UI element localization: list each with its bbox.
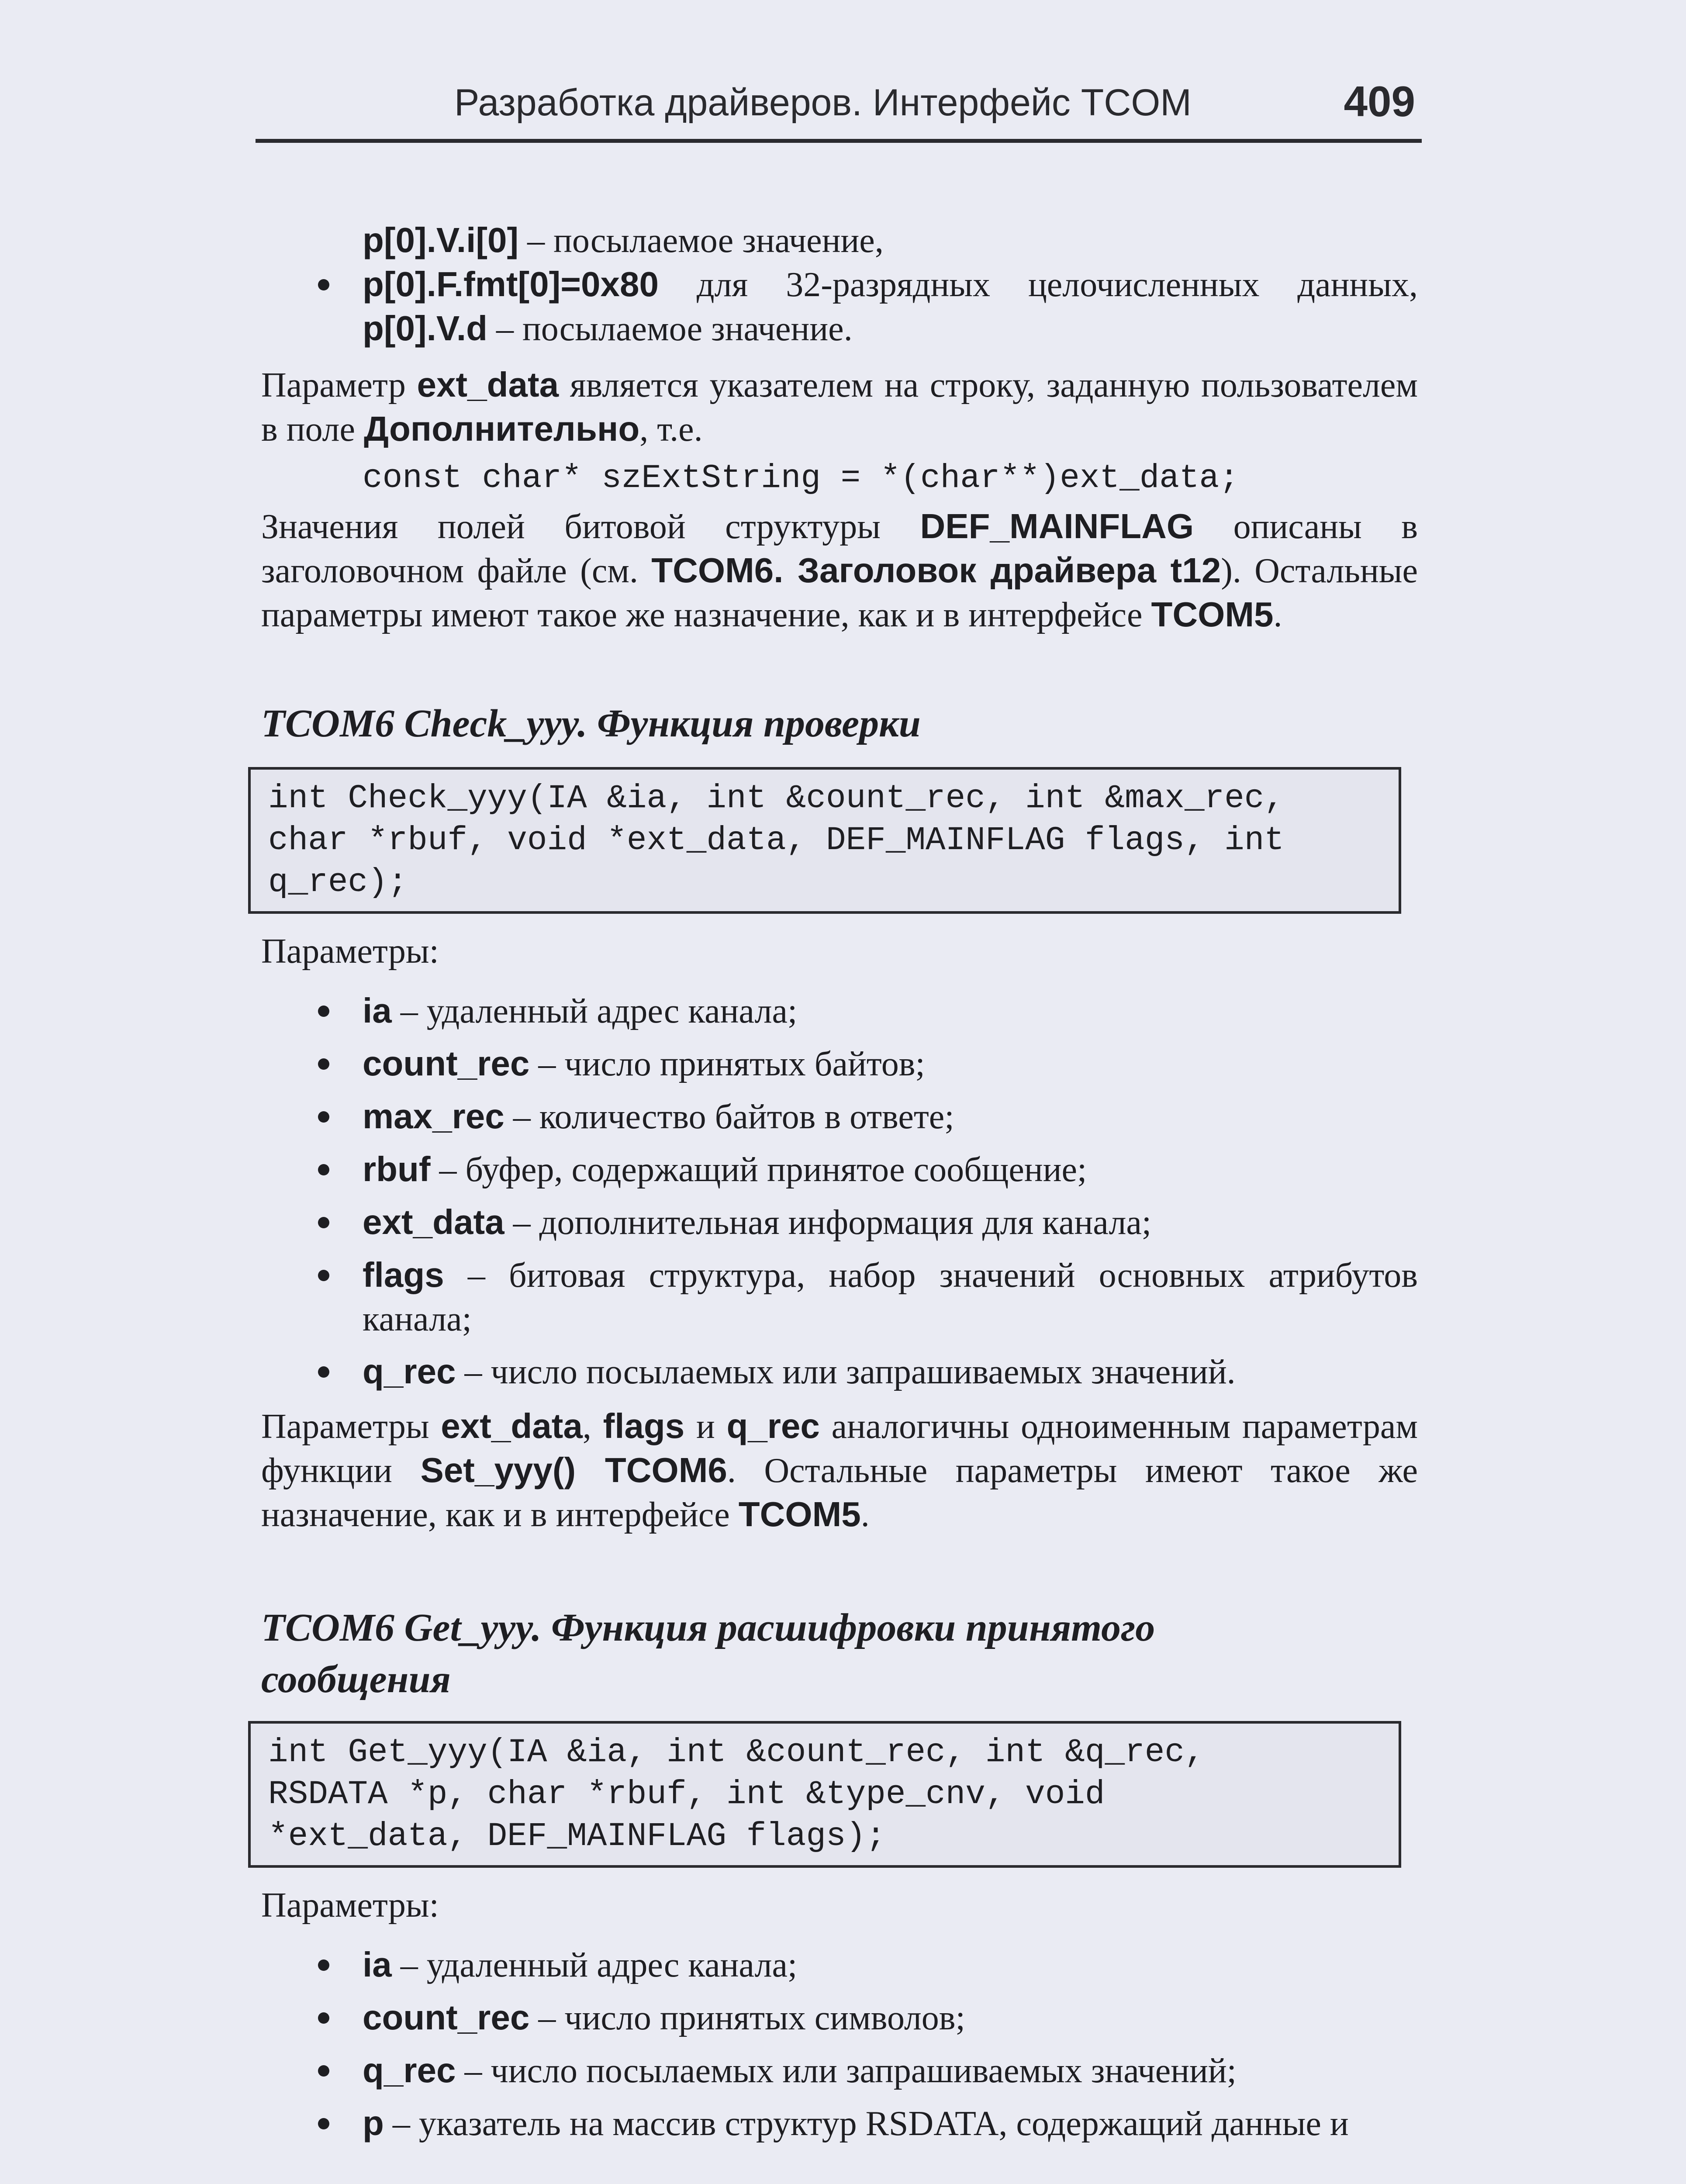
continued-list: [261, 263, 1418, 351]
code-term: ext_data: [417, 365, 559, 404]
bullet-icon: [318, 279, 329, 290]
code-term: q_rec: [726, 1406, 820, 1445]
list-item: [261, 1996, 1418, 2040]
code-term: p[0].V.i[0]: [363, 221, 519, 259]
param-name: ext_data: [363, 1203, 504, 1241]
list-item: [261, 1147, 1418, 1192]
code-term: Set_yyy() TCOM6: [420, 1451, 727, 1489]
param-name: max_rec: [363, 1097, 504, 1136]
param-desc: – указатель на массив структур RSDATA, содержащий данные и: [383, 2105, 1349, 2143]
paragraph-ext-data: [261, 363, 1418, 451]
list-item: [261, 1253, 1418, 1341]
param-desc: – дополнительная информация для канала;: [504, 1203, 1152, 1242]
bullet-icon: [318, 1164, 329, 1175]
bullet-icon: [318, 2012, 329, 2024]
text: Значения полей битовой структуры: [261, 508, 920, 546]
bullet-icon: [318, 1058, 329, 1070]
paragraph-params-note: [261, 1404, 1418, 1537]
list-item: [261, 1943, 1418, 1987]
cross-reference: TCOM6. Заголовок драйвера t12: [651, 551, 1221, 590]
running-header: [256, 73, 1422, 143]
code-term: DEF_MAINFLAG: [920, 507, 1194, 546]
bullet-icon: [318, 1366, 329, 1378]
params-label: Параметры:: [261, 1886, 439, 1925]
code-term: TCOM5: [738, 1495, 861, 1534]
bullet-icon: [318, 1006, 329, 1017]
param-desc: – буфер, содержащий принятое сообщение;: [430, 1151, 1087, 1189]
header-title: Разработка драйверов. Интерфейс TCOM: [454, 82, 1192, 124]
list-item: [261, 2101, 1418, 2146]
bullet-icon: [318, 2118, 329, 2129]
code-block-check: int Check_yyy(IA &ia, int &count_rec, int &max_rec, char *rbuf, void *ext_data, DEF_MAINFLAG flags, int q_rec);: [248, 767, 1401, 914]
bullet-icon: [318, 1217, 329, 1228]
code-block-get: int Get_yyy(IA &ia, int &count_rec, int &q_rec, RSDATA *p, char *rbuf, int &type_cnv, void *ext_data, DEF_MAINFLAG flags);: [248, 1721, 1401, 1868]
text: – посылаемое значение,: [518, 221, 884, 260]
param-name: q_rec: [363, 2051, 456, 2090]
text: аналогичны одноименным параметрам функции: [261, 1407, 1418, 1490]
param-desc: – удаленный адрес канала;: [391, 1946, 798, 1984]
param-name: count_rec: [363, 1044, 530, 1083]
params-label: Параметры:: [261, 932, 439, 971]
page-content: [261, 218, 1418, 2146]
params-list-check: [261, 989, 1418, 1394]
text: Параметры: [261, 1407, 441, 1446]
section-heading-get: TCOM6 Get_yyy. Функция расшифровки принятого сообщения: [261, 1606, 1155, 1701]
param-name: ia: [363, 1945, 392, 1984]
list-item: [261, 989, 1418, 1033]
text: ). Остальные параметры имеют такое же назначение, как и в интерфейсе: [261, 552, 1418, 634]
text: – посылаемое значение.: [487, 310, 853, 348]
param-name: ia: [363, 991, 392, 1030]
list-item: [261, 1042, 1418, 1086]
list-item: [261, 1095, 1418, 1139]
text: для 32-разрядных целочисленных данных,: [658, 266, 1418, 304]
code-term: ext_data: [441, 1406, 583, 1445]
section-heading-check: TCOM6 Check_yyy. Функция проверки: [261, 702, 921, 745]
param-desc: – число посылаемых или запрашиваемых значений.: [456, 1353, 1236, 1391]
text: . Остальные параметры имеют такое же назначение, как и в интерфейсе: [261, 1451, 1418, 1534]
paragraph-mainflag: [261, 505, 1418, 637]
param-name: flags: [363, 1255, 444, 1294]
param-desc: – количество байтов в ответе;: [504, 1098, 954, 1136]
text: Параметр: [261, 366, 417, 404]
text: , т.е.: [639, 410, 703, 449]
param-desc: – число посылаемых или запрашиваемых значений;: [456, 2052, 1237, 2090]
continued-line: [261, 218, 1418, 263]
param-desc: – удаленный адрес канала;: [391, 992, 798, 1030]
page-number: 409: [1344, 77, 1415, 125]
code-term: TCOM5: [1151, 595, 1274, 634]
param-desc: – число принятых символов;: [529, 1999, 965, 2037]
list-item: [261, 263, 1418, 351]
text: .: [860, 1496, 870, 1534]
bullet-icon: [318, 2065, 329, 2077]
list-item: [261, 2049, 1418, 2093]
text: .: [1273, 596, 1282, 634]
bullet-icon: [318, 1111, 329, 1123]
text: и: [684, 1407, 727, 1446]
param-name: rbuf: [363, 1150, 431, 1189]
param-desc: – число принятых байтов;: [529, 1045, 925, 1083]
param-desc: – битовая структура, набор значений основных атрибутов канала;: [363, 1256, 1418, 1338]
code-term: p[0].F.fmt[0]=0x80: [363, 265, 659, 304]
text: является указателем на строку, заданную пользователем в поле: [261, 366, 1418, 449]
ui-term: Дополнительно: [363, 409, 640, 448]
code-term: flags: [603, 1406, 685, 1445]
text: описаны в заголовочном файле (см.: [261, 508, 1418, 590]
list-item: [261, 1200, 1418, 1244]
param-name: q_rec: [363, 1352, 456, 1391]
param-name: count_rec: [363, 1998, 530, 2037]
bullet-icon: [318, 1959, 329, 1971]
list-item: [261, 1350, 1418, 1394]
text: ,: [582, 1407, 603, 1446]
params-list-get: [261, 1943, 1418, 2146]
bullet-icon: [318, 1270, 329, 1281]
param-name: p: [363, 2104, 384, 2143]
code-snippet: const char* szExtString = *(char**)ext_data;: [363, 460, 1239, 497]
code-term: p[0].V.d: [363, 309, 487, 348]
